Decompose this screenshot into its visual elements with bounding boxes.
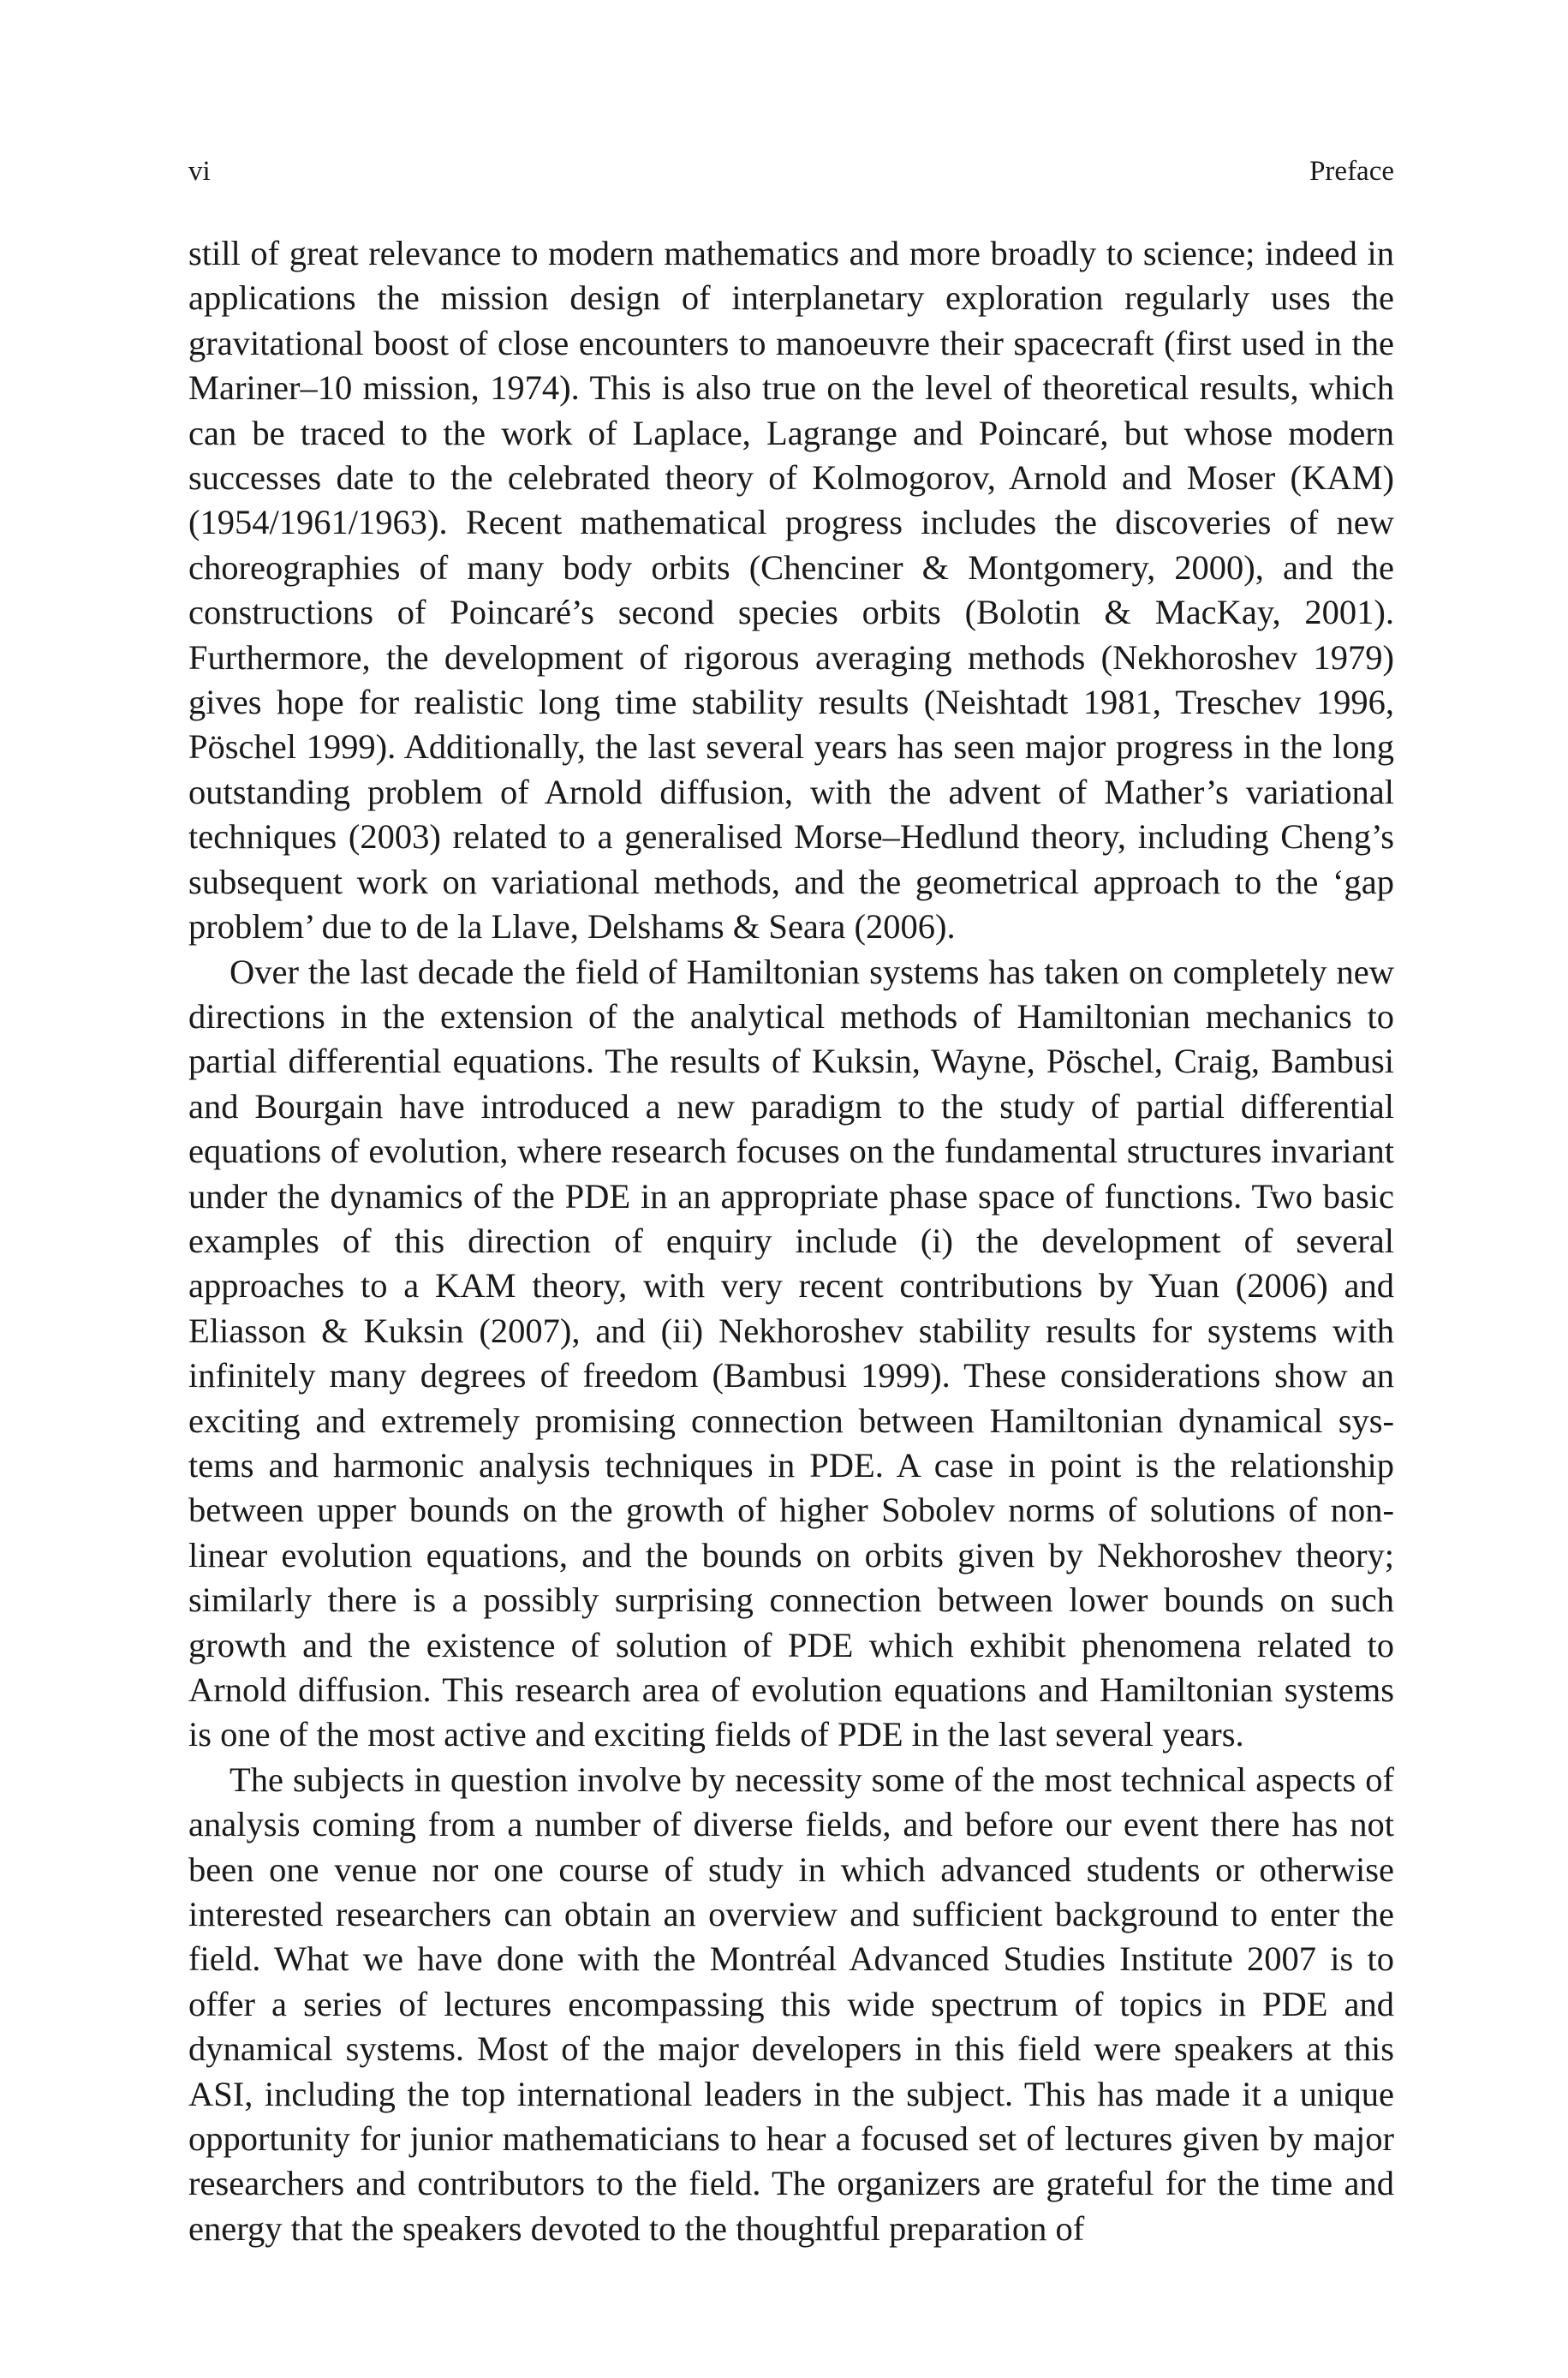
body-text	[188, 231, 1394, 2251]
paragraph-2: Over the last decade the field of Hamiltonian systems has taken on completely new directions in the extension of the analytical methods of Hamiltonian mechanics to partial differential equations. The results of Kuksin, Wayne, Pöschel, Craig, Bambusi and Bourgain have introduced a new paradigm to the study of partial differential equations of evolution, where research focuses on the fundamental structures invariant under the dynamics of the PDE in an appropriate phase space of functions. Two basic examples of this direction of enquiry include (i) the development of several approaches to a KAM theory, with very recent contributions by Yuan (2006) and Eliasson & Kuksin (2007), and (ii) Nekhoroshev stability results for systems with infinitely many degrees of freedom (Bambusi 1999). These considerations show an exciting and extremely promising connection between Hamiltonian dynamical systems and harmonic analysis techniques in PDE. A case in point is the relationship between upper bounds on the growth of higher Sobolev norms of solutions of nonlinear evolution equations, and the bounds on orbits given by Nekhoroshev theory; similarly there is a possibly surprising connection between lower bounds on such growth and the existence of solution of PDE which exhibit phenomena related to Arnold diffusion. This research area of evolution equations and Hamiltonian systems is one of the most active and exciting fields of PDE in the last several years.	[188, 952, 1394, 1754]
book-page	[188, 154, 1394, 2251]
paragraph-1: still of great relevance to modern mathematics and more broadly to science; indeed in applications the mission design of interplanetary exploration regularly uses the gravitational boost of close encounters to manoeuvre their spacecraft (first used in the Mariner–10 mission, 1974). This is also true on the level of theoretical results, which can be traced to the work of Laplace, Lagrange and Poincaré, but whose modern successes date to the celebrated theory of Kolmogorov, Arnold and Moser (KAM) (1954/1961/1963). Recent mathematical progress includes the discoveries of new choreographies of many body orbits (Chenciner & Montgomery, 2000), and the constructions of Poincaré’s second species orbits (Bolotin & MacKay, 2001). Furthermore, the development of rigorous averaging methods (Nekhoroshev 1979) gives hope for realistic long time stability results (Neishtadt 1981, Treschev 1996, Pöschel 1999). Additionally, the last several years has seen major progress in the long outstanding problem of Arnold diffusion, with the advent of Mather’s variational techniques (2003) related to a generalised Morse–Hedlund theory, including Cheng’s subsequent work on variational methods, and the geometrical approach to the ‘gap problem’ due to de la Llave, Delshams & Seara (2006).	[188, 234, 1394, 947]
paragraph-3: The subjects in question involve by necessity some of the most technical aspects of analysis coming from a number of diverse fields, and before our event there has not been one venue nor one course of study in which advanced students or otherwise interested researchers can obtain an overview and sufficient background to enter the field. What we have done with the Montréal Advanced Studies Institute 2007 is to offer a series of lectures encompassing this wide spectrum of topics in PDE and dynamical systems. Most of the major developers in this field were speakers at this ASI, including the top international leaders in the subject. This has made it a unique opportunity for junior mathematicians to hear a focused set of lectures given by major researchers and contributors to the field. The organizers are grateful for the time and energy that the speakers devoted to the thoughtful preparation of	[188, 1760, 1394, 2248]
section-title: Preface	[1309, 156, 1394, 187]
running-header	[188, 154, 1394, 188]
page-number: vi	[188, 156, 211, 187]
